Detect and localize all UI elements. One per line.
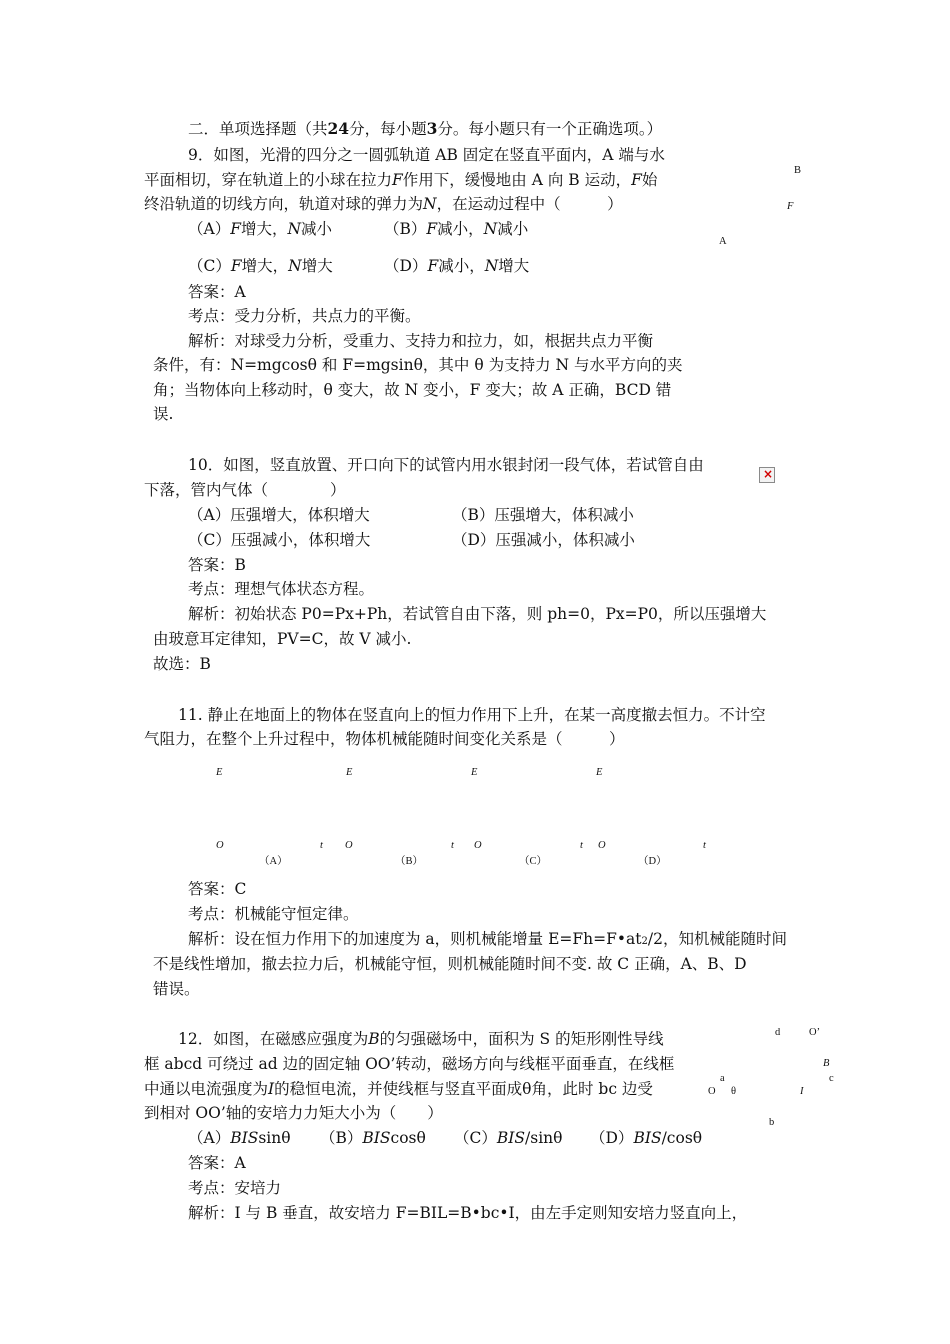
option-text: 减小， xyxy=(438,257,485,275)
graph-a-origin: O xyxy=(216,840,224,851)
graph-c-axis-e: E xyxy=(471,767,478,778)
q9-stem-text: 终沿轨道的切线方向，轨道对球的弹力为 xyxy=(144,195,424,213)
symbol-n: N xyxy=(484,257,499,275)
symbol-bis: BIS xyxy=(633,1129,662,1147)
stem-text: 的稳恒电流，并使线框与竖直平面成θ角，此时 bc 边受 xyxy=(274,1080,653,1098)
option-label: （A） xyxy=(188,220,231,238)
q10-answer: 答案：B xyxy=(188,556,246,574)
section-title-middle: 分，每小题 xyxy=(349,120,427,138)
symbol-n: N xyxy=(483,220,498,238)
analysis-exponent: 2 xyxy=(641,936,648,947)
symbol-bis: BIS xyxy=(362,1129,391,1147)
q11-stem-line1: 11. 静止在地面上的物体在竖直向上的恒力作用下上升，在某一高度撤去恒力。不计空 xyxy=(178,706,766,724)
q10-analysis-line2: 由玻意耳定律知，PV=C，故 V 减小. xyxy=(153,630,412,648)
option-text: 减小， xyxy=(437,220,484,238)
symbol-f: F xyxy=(230,257,242,275)
graph-d-label: （D） xyxy=(638,856,667,867)
q10-option-b: （B）压强增大，体积减小 xyxy=(452,506,634,524)
q9-knowledge-point: 考点：受力分析，共点力的平衡。 xyxy=(188,307,421,325)
q12-analysis-line1: 解析：I 与 B 垂直，故安培力 F=BIL=B•bc•I，由左手定则知安培力竖直向上， xyxy=(188,1204,748,1222)
q9-answer: 答案：A xyxy=(188,283,246,301)
q12-figure-label-a: a xyxy=(720,1073,725,1084)
q12-option-c xyxy=(454,1128,562,1148)
q9-stem-line2 xyxy=(144,170,657,190)
analysis-text: /2，知机械能随时间 xyxy=(647,930,787,948)
option-label: （C） xyxy=(454,1129,497,1147)
symbol-i: I xyxy=(268,1080,275,1098)
q10-option-a: （A）压强增大，体积增大 xyxy=(188,506,370,524)
graph-d-axis-t: t xyxy=(703,840,706,851)
q12-figure-label-c: c xyxy=(829,1073,834,1084)
graph-a-axis-t: t xyxy=(320,840,323,851)
q9-stem-text: 始 xyxy=(641,171,658,189)
option-text: 增大 xyxy=(301,257,333,275)
q10-analysis-line1: 解析：初始状态 P0=Px+Ph，若试管自由下落，则 ph=0，Px=P0，所以压强增大 xyxy=(188,605,767,623)
q12-option-d xyxy=(590,1128,702,1148)
option-text: 增大， xyxy=(240,220,288,238)
symbol-bis: BIS xyxy=(230,1129,259,1147)
q12-figure-label-o-prime: O’ xyxy=(809,1027,821,1038)
q11-analysis-line3: 错误。 xyxy=(153,980,200,998)
symbol-b: B xyxy=(368,1030,380,1048)
q9-figure-label-a: A xyxy=(719,236,727,247)
section-total-score: 24 xyxy=(327,119,350,138)
graph-c-axis-t: t xyxy=(580,840,583,851)
q12-stem-line1 xyxy=(178,1029,664,1049)
q11-analysis-line1 xyxy=(188,929,787,952)
symbol-n: N xyxy=(288,257,302,275)
q10-analysis-line3: 故选：B xyxy=(153,655,211,673)
q9-option-c xyxy=(188,256,333,276)
option-label: （A） xyxy=(188,1129,231,1147)
q12-figure-label-b: b xyxy=(769,1117,775,1128)
stem-text: 中通以电流强度为 xyxy=(144,1080,269,1098)
stem-text: 的匀强磁场中，面积为 S 的矩形刚性导线 xyxy=(379,1030,664,1048)
q9-option-b xyxy=(384,219,528,239)
section-per-question-score: 3 xyxy=(426,119,438,138)
q12-stem-line3 xyxy=(144,1079,653,1099)
q12-option-b xyxy=(320,1128,426,1148)
q9-stem-text: ，在运动过程中（ ） xyxy=(436,195,623,213)
q10-stem-line2: 下落，管内气体（ ） xyxy=(144,481,346,499)
section-title xyxy=(188,119,662,139)
option-label: （B） xyxy=(320,1129,363,1147)
q9-stem-text: 作用下，缓慢地由 A 向 B 运动， xyxy=(402,171,632,189)
option-text: 增大， xyxy=(241,257,289,275)
analysis-text: 解析：设在恒力作用下的加速度为 a，则机械能增量 E=Fh=F•at xyxy=(188,930,642,948)
q12-option-a xyxy=(188,1128,291,1148)
option-label: （D） xyxy=(590,1129,634,1147)
option-text: sinθ xyxy=(258,1129,291,1147)
q12-knowledge-point: 考点：安培力 xyxy=(188,1179,282,1197)
graph-d-origin: O xyxy=(598,840,606,851)
q12-figure-label-o: O xyxy=(708,1086,716,1097)
q9-option-d xyxy=(384,256,529,276)
option-text: /sinθ xyxy=(525,1129,563,1147)
q9-stem-line3 xyxy=(144,194,623,214)
q10-stem-line1: 10．如图，竖直放置、开口向下的试管内用水银封闭一段气体，若试管自由 xyxy=(188,456,704,474)
q10-option-d: （D）压强减小，体积减小 xyxy=(452,531,635,549)
q9-analysis-line2: 条件，有：N=mgcosθ 和 F=mgsinθ，其中 θ 为支持力 N 与水平方向的夹 xyxy=(153,356,683,374)
option-text: 增大 xyxy=(498,257,530,275)
graph-d-axis-e: E xyxy=(596,767,603,778)
graph-b-axis-t: t xyxy=(451,840,454,851)
q9-stem-line1: 9．如图，光滑的四分之一圆弧轨道 AB 固定在竖直平面内，A 端与水 xyxy=(188,146,665,164)
q12-stem-line4: 到相对 OO’轴的安培力力矩大小为（ ） xyxy=(144,1104,443,1122)
option-text: /cosθ xyxy=(661,1129,703,1147)
broken-image-icon xyxy=(759,467,775,483)
q9-symbol-f: F xyxy=(631,171,642,189)
q9-symbol-f: F xyxy=(392,171,403,189)
q10-knowledge-point: 考点：理想气体状态方程。 xyxy=(188,580,375,598)
graph-c-label: （C） xyxy=(519,856,548,867)
stem-text: 12．如图，在磁感应强度为 xyxy=(178,1030,369,1048)
q9-analysis-line4: 误. xyxy=(153,405,174,423)
option-text: 减小 xyxy=(497,220,529,238)
q9-stem-text: 平面相切，穿在轨道上的小球在拉力 xyxy=(144,171,393,189)
symbol-f: F xyxy=(427,257,439,275)
broken-image-x: × xyxy=(763,467,774,481)
symbol-f: F xyxy=(426,220,438,238)
q9-analysis-line1: 解析：对球受力分析，受重力、支持力和拉力，如，根据共点力平衡 xyxy=(188,332,654,350)
graph-a-axis-e: E xyxy=(216,767,223,778)
q11-analysis-line2: 不是线性增加，撤去拉力后，机械能守恒，则机械能随时间不变. 故 C 正确，A、B、D xyxy=(153,955,747,973)
q9-figure-label-f: F xyxy=(787,201,794,212)
option-label: （D） xyxy=(384,257,428,275)
q12-figure-label-i: I xyxy=(800,1086,804,1097)
q11-stem-line2: 气阻力，在整个上升过程中，物体机械能随时间变化关系是（ ） xyxy=(144,730,625,748)
q9-analysis-line3: 角；当物体向上移动时，θ 变大，故 N 变小，F 变大；故 A 正确，BCD 错 xyxy=(153,381,672,399)
q12-figure-label-theta: θ xyxy=(731,1086,737,1097)
q10-option-c: （C）压强减小，体积增大 xyxy=(188,531,371,549)
option-label: （C） xyxy=(188,257,231,275)
q9-figure-label-b: B xyxy=(794,165,802,176)
section-title-prefix: 二．单项选择题（共 xyxy=(188,120,328,138)
option-text: 减小 xyxy=(301,220,333,238)
symbol-n: N xyxy=(287,220,302,238)
graph-a-label: （A） xyxy=(259,856,288,867)
q11-knowledge-point: 考点：机械能守恒定律。 xyxy=(188,905,359,923)
symbol-f: F xyxy=(230,220,241,238)
q11-answer: 答案：C xyxy=(188,880,247,898)
graph-c-origin: O xyxy=(474,840,482,851)
option-text: cosθ xyxy=(390,1129,426,1147)
q9-option-a xyxy=(188,219,332,239)
q12-figure-label-d: d xyxy=(775,1027,781,1038)
q9-symbol-n: N xyxy=(423,195,437,213)
q12-stem-line2: 框 abcd 可绕过 ad 边的固定轴 OO’转动，磁场方向与线框平面垂直，在线框 xyxy=(144,1055,675,1073)
option-label: （B） xyxy=(384,220,427,238)
q12-answer: 答案：A xyxy=(188,1154,246,1172)
q12-figure-label-field-b: B xyxy=(823,1058,830,1069)
graph-b-label: （B） xyxy=(395,856,424,867)
section-title-suffix: 分。每小题只有一个正确选项。） xyxy=(437,120,663,138)
graph-b-axis-e: E xyxy=(346,767,353,778)
symbol-bis: BIS xyxy=(496,1129,526,1147)
graph-b-origin: O xyxy=(345,840,353,851)
